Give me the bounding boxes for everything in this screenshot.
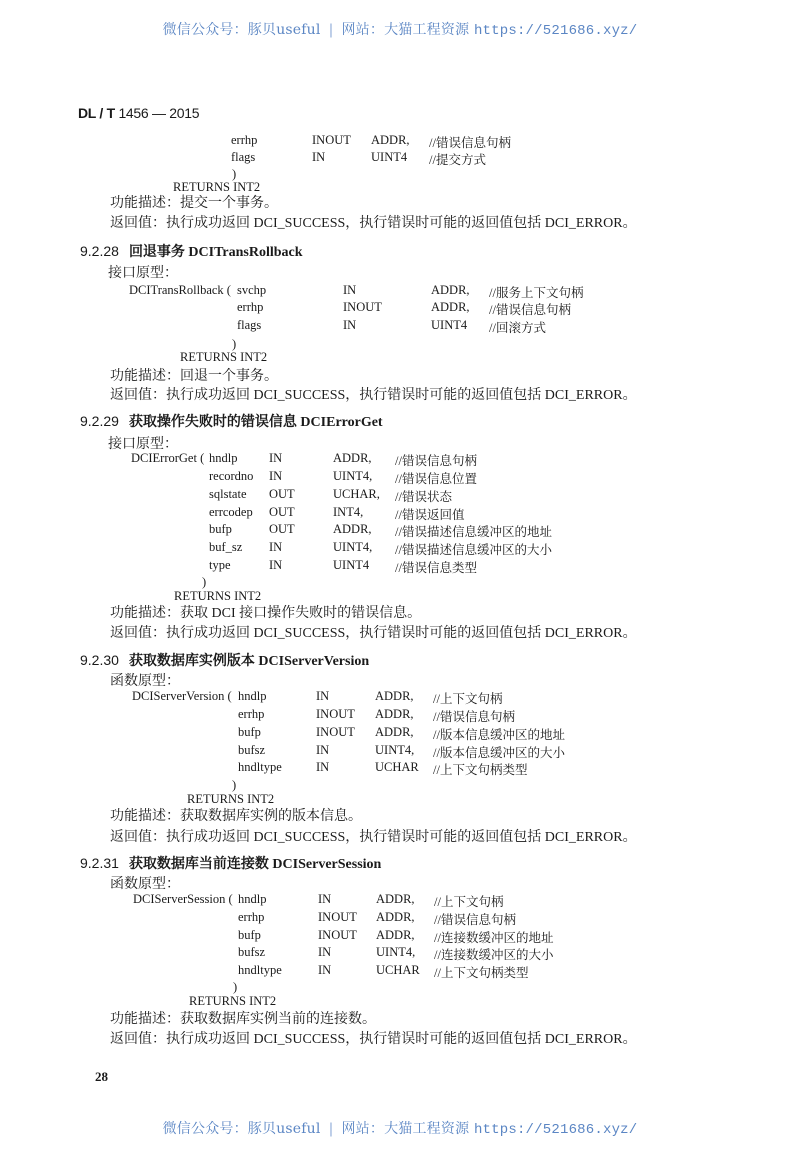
watermark-bottom [0, 1118, 800, 1138]
function-name: DCIErrorGet ( [131, 451, 205, 465]
param-type: ADDR, [375, 689, 414, 703]
function-name: DCITransRollback ( [129, 283, 231, 297]
param-name: errcodep [209, 505, 253, 519]
param-type: ADDR, [333, 451, 372, 465]
param-direction: IN [269, 558, 283, 572]
param-comment: //连接数缓冲区的地址 [434, 931, 554, 945]
standard-number: 1456 — 2015 [118, 105, 200, 121]
param-name: errhp [238, 910, 265, 924]
param-type: ADDR, [371, 133, 410, 147]
param-type: UINT4, [375, 743, 415, 757]
watermark-separator: | [328, 1121, 334, 1137]
return-value-description: 返回值：执行成功返回 DCI_SUCCESS，执行错误时可能的返回值包括 DCI_ERROR。 [110, 1032, 637, 1047]
param-comment: //错误信息句柄 [429, 136, 511, 150]
param-direction: OUT [269, 505, 295, 519]
param-direction: IN [316, 743, 330, 757]
param-name: hndltype [238, 963, 282, 977]
param-name: svchp [237, 283, 267, 297]
param-type: ADDR, [376, 910, 415, 924]
param-direction: INOUT [316, 707, 355, 721]
param-name: recordno [209, 469, 254, 483]
function-description: 功能描述：获取数据库实例的版本信息。 [110, 809, 362, 824]
param-direction: IN [269, 469, 283, 483]
section-heading [80, 241, 303, 261]
close-paren: ) [232, 167, 237, 181]
watermark-prefix: 微信公众号：豚贝useful [162, 22, 321, 38]
page-number: 28 [95, 1069, 108, 1084]
function-name: DCIServerVersion ( [132, 689, 232, 703]
prototype-label: 函数原型： [110, 877, 180, 892]
param-type: UCHAR, [333, 487, 380, 501]
param-direction: IN [318, 945, 332, 959]
param-type: ADDR, [376, 892, 415, 906]
param-name: flags [231, 150, 256, 164]
param-comment: //版本信息缓冲区的地址 [433, 728, 565, 742]
section-heading [80, 853, 381, 873]
param-direction: INOUT [318, 928, 357, 942]
returns-clause: RETURNS INT2 [174, 589, 262, 603]
param-type: UCHAR [375, 760, 419, 774]
param-direction: OUT [269, 522, 295, 536]
close-paren: ) [202, 575, 207, 589]
param-name: buf_sz [209, 540, 243, 554]
param-type: ADDR, [333, 522, 372, 536]
param-direction: IN [316, 760, 330, 774]
function-name: DCIServerSession ( [133, 892, 233, 906]
param-name: bufp [238, 928, 261, 942]
param-type: ADDR, [431, 300, 470, 314]
param-direction: IN [312, 150, 326, 164]
param-comment: //错误描述信息缓冲区的地址 [395, 525, 552, 539]
prototype-label: 接口原型： [108, 266, 178, 281]
param-name: bufp [238, 725, 261, 739]
section-number: 9.2.30 [80, 652, 119, 668]
param-comment: //错误返回值 [395, 508, 465, 522]
param-comment: //上下文句柄 [434, 895, 504, 909]
param-name: type [209, 558, 231, 572]
param-direction: INOUT [318, 910, 357, 924]
param-direction: IN [269, 451, 283, 465]
function-description: 功能描述：获取数据库实例当前的连接数。 [110, 1012, 376, 1027]
param-direction: IN [316, 689, 330, 703]
param-direction: IN [343, 318, 357, 332]
param-type: ADDR, [376, 928, 415, 942]
param-comment: //上下文句柄类型 [433, 763, 528, 777]
param-comment: //版本信息缓冲区的大小 [433, 746, 565, 760]
function-description: 功能描述：回退一个事务。 [110, 369, 278, 384]
param-comment: //服务上下文句柄 [489, 286, 584, 300]
prototype-label: 函数原型： [110, 674, 180, 689]
param-name: bufsz [238, 945, 266, 959]
param-direction: INOUT [316, 725, 355, 739]
section-number: 9.2.28 [80, 243, 119, 259]
standard-code: DL / T [78, 105, 115, 121]
param-comment: //错误信息句柄 [433, 710, 515, 724]
param-direction: IN [318, 892, 332, 906]
param-name: hndltype [238, 760, 282, 774]
section-heading [80, 411, 383, 431]
close-paren: ) [232, 778, 237, 792]
returns-clause: RETURNS INT2 [180, 350, 268, 364]
param-comment: //上下文句柄 [433, 692, 503, 706]
param-comment: //回滚方式 [489, 321, 546, 335]
param-comment: //错误描述信息缓冲区的大小 [395, 543, 552, 557]
standard-identifier [78, 105, 199, 121]
watermark-url[interactable]: https://521686.xyz/ [473, 23, 638, 39]
section-title: 回退事务 DCITransRollback [128, 245, 303, 260]
param-direction: IN [269, 540, 283, 554]
param-direction: OUT [269, 487, 295, 501]
param-type: ADDR, [375, 707, 414, 721]
watermark-prefix: 微信公众号：豚贝useful [162, 1121, 321, 1137]
param-type: ADDR, [375, 725, 414, 739]
param-name: errhp [237, 300, 264, 314]
section-number: 9.2.31 [80, 855, 119, 871]
return-value-description: 返回值：执行成功返回 DCI_SUCCESS，执行错误时可能的返回值包括 DCI_ERROR。 [110, 626, 637, 641]
param-type: ADDR, [431, 283, 470, 297]
param-comment: //错误信息句柄 [434, 913, 516, 927]
watermark-top [0, 19, 800, 39]
prototype-label: 接口原型： [108, 437, 178, 452]
returns-clause: RETURNS INT2 [187, 792, 275, 806]
function-description: 功能描述：获取 DCI 接口操作失败时的错误信息。 [110, 606, 422, 621]
param-type: INT4, [333, 505, 364, 519]
param-type: UINT4 [371, 150, 408, 164]
param-name: errhp [238, 707, 265, 721]
section-title: 获取数据库当前连接数 DCIServerSession [128, 857, 382, 872]
param-comment: //错误信息类型 [395, 561, 477, 575]
watermark-separator: | [328, 22, 334, 38]
section-number: 9.2.29 [80, 413, 119, 429]
param-name: flags [237, 318, 262, 332]
return-value-description: 返回值：执行成功返回 DCI_SUCCESS，执行错误时可能的返回值包括 DCI_ERROR。 [110, 388, 637, 403]
section-title: 获取操作失败时的错误信息 DCIErrorGet [128, 415, 383, 430]
param-direction: INOUT [312, 133, 351, 147]
returns-clause: RETURNS INT2 [189, 994, 277, 1008]
return-value-description: 返回值：执行成功返回 DCI_SUCCESS，执行错误时可能的返回值包括 DCI_ERROR。 [110, 216, 637, 231]
param-comment: //错误信息句柄 [489, 303, 571, 317]
section-heading [80, 650, 369, 670]
param-direction: IN [343, 283, 357, 297]
param-type: UINT4, [333, 469, 373, 483]
param-comment: //连接数缓冲区的大小 [434, 948, 554, 962]
close-paren: ) [233, 980, 238, 994]
param-comment: //上下文句柄类型 [434, 966, 529, 980]
param-type: UINT4 [431, 318, 468, 332]
param-name: hndlp [238, 892, 267, 906]
param-name: bufsz [238, 743, 266, 757]
param-type: UINT4 [333, 558, 370, 572]
param-name: sqlstate [209, 487, 247, 501]
watermark-site: 网站：大猫工程资源 [341, 22, 470, 38]
param-name: hndlp [209, 451, 238, 465]
param-type: UCHAR [376, 963, 420, 977]
param-comment: //错误信息句柄 [395, 454, 477, 468]
param-name: hndlp [238, 689, 267, 703]
param-direction: INOUT [343, 300, 382, 314]
param-comment: //错误状态 [395, 490, 452, 504]
function-description: 功能描述：提交一个事务。 [110, 196, 278, 211]
returns-clause: RETURNS INT2 [173, 180, 261, 194]
param-comment: //提交方式 [429, 153, 486, 167]
param-name: bufp [209, 522, 232, 536]
param-name: errhp [231, 133, 258, 147]
watermark-url[interactable]: https://521686.xyz/ [473, 1122, 638, 1138]
close-paren: ) [232, 337, 237, 351]
param-type: UINT4, [333, 540, 373, 554]
section-title: 获取数据库实例版本 DCIServerVersion [128, 654, 370, 669]
param-direction: IN [318, 963, 332, 977]
param-type: UINT4, [376, 945, 416, 959]
return-value-description: 返回值：执行成功返回 DCI_SUCCESS，执行错误时可能的返回值包括 DCI_ERROR。 [110, 830, 637, 845]
watermark-site: 网站：大猫工程资源 [341, 1121, 470, 1137]
param-comment: //错误信息位置 [395, 472, 477, 486]
